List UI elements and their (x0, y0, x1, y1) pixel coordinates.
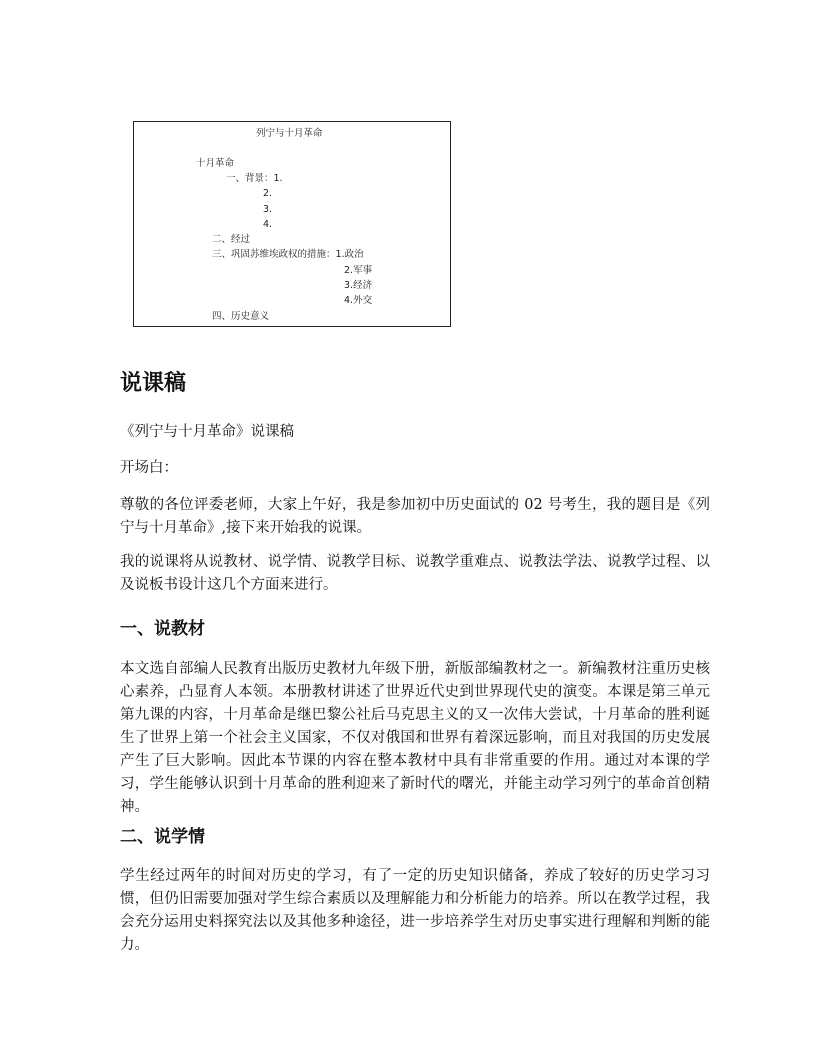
board-significance: 四、历史意义 (212, 311, 270, 322)
opening-label: 开场白： (120, 460, 178, 476)
document-title: 说课稿 (120, 371, 187, 396)
board-measures: 三、巩固苏维埃政权的措施：1.政治 (212, 249, 364, 260)
board-measure-2: 2.军事 (344, 265, 373, 276)
board-measure-4: 4.外交 (344, 295, 373, 306)
plan-paragraph: 我的说课将从说教材、说学情、说教学目标、说教学重难点、说教法学法、说教学过程、以及说板书设计这几个方面来进行。 (120, 554, 710, 593)
section-body-students: 学生经过两年的时间对历史的学习，有了一定的历史知识储备，养成了较好的历史学习习惯，但仍旧需要加强对学生综合素质以及理解能力和分析能力的培养。所以在教学过程，我会充分运用史料探究法以及其他多种途径，进一步培养学生对历史事实进行理解和判断的能力。 (120, 868, 710, 953)
board-background-2: 2. (263, 188, 273, 199)
board-background-4: 4. (263, 219, 273, 230)
section-heading-textbook: 一、说教材 (120, 619, 205, 639)
board-background: 一、背景：1. (226, 173, 283, 184)
section-heading-students: 二、说学情 (120, 827, 205, 847)
board-title: 列宁与十月革命 (256, 128, 323, 139)
lesson-subtitle: 《列宁与十月革命》说课稿 (120, 424, 294, 440)
board-background-3: 3. (263, 204, 273, 215)
blackboard-design-image (133, 121, 451, 327)
section-body-textbook: 本文选自部编人民教育出版历史教材九年级下册，新版部编教材之一。新编教材注重历史核心素养，凸显育人本领。本册教材讲述了世界近代史到世界现代史的演变。本课是第三单元第九课的内容，十月革命是继巴黎公社后马克思主义的又一次伟大尝试，十月革命的胜利诞生了世界上第一个社会主义国家，不仅对俄国和世界有着深远影响，而且对我国的历史发展产生了巨大影响。因此本节课的内容在整本教材中具有非常重要的作用。通过对本课的学习，学生能够认识到十月革命的胜利迎来了新时代的曙光，并能主动学习列宁的革命首创精神。 (120, 661, 710, 815)
opening-paragraph: 尊敬的各位评委老师，大家上午好，我是参加初中历史面试的 02 号考生，我的题目是《列宁与十月革命》,接下来开始我的说课。 (120, 497, 710, 536)
board-topic: 十月革命 (196, 158, 235, 169)
board-process: 二、经过 (212, 234, 251, 245)
board-measure-3: 3.经济 (344, 280, 373, 291)
